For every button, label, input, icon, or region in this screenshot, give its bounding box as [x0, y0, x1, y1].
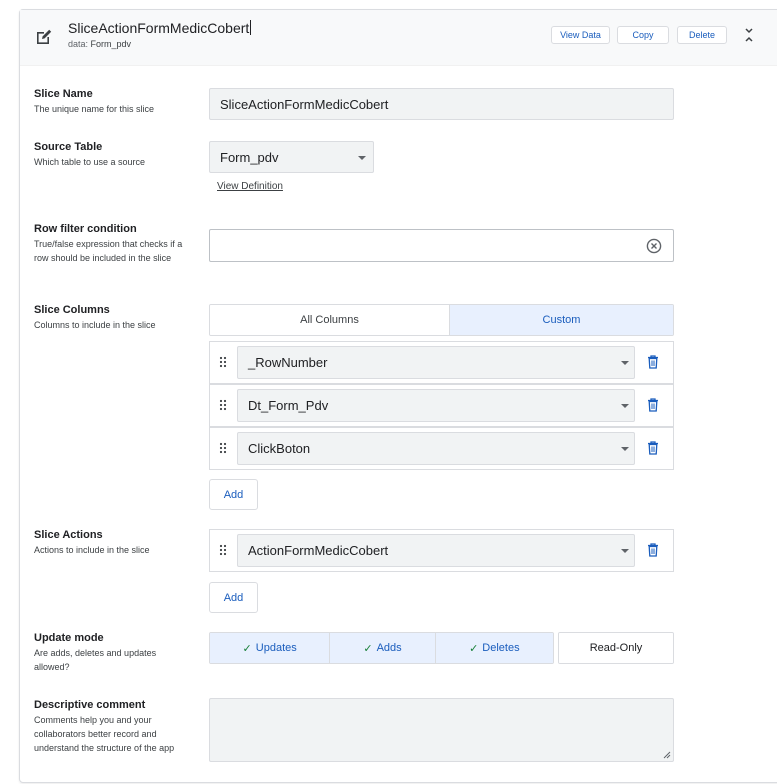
slice-title[interactable]	[68, 20, 251, 36]
slice-title-text: SliceActionFormMedicCobert	[68, 20, 250, 36]
column-select[interactable]	[237, 432, 635, 465]
add-column-button[interactable]: Add	[209, 479, 258, 510]
slice-name-label: Slice Name	[34, 88, 93, 100]
option-adds[interactable]	[330, 633, 435, 663]
row-filter-label-group	[34, 223, 194, 265]
subtitle-table: Form_pdv	[90, 39, 132, 49]
slice-editor-card	[19, 9, 777, 783]
dropdown-arrow-icon	[621, 447, 629, 451]
comment-description: Comments help you and your collaborators better record and understand the structure of the app	[34, 715, 175, 753]
column-select[interactable]	[237, 346, 635, 379]
update-mode-label: Update mode	[34, 632, 104, 644]
source-table-description: Which table to use a source	[34, 157, 146, 167]
delete-button[interactable]: Delete	[677, 26, 727, 44]
source-table-value: Form_pdv	[220, 149, 279, 165]
subtitle-prefix: data:	[68, 39, 89, 49]
clear-expression-icon[interactable]	[646, 238, 662, 254]
check-icon: ✓	[242, 642, 252, 655]
action-select[interactable]	[237, 534, 635, 567]
dropdown-arrow-icon	[621, 549, 629, 553]
check-icon: ✓	[363, 642, 373, 655]
check-icon: ✓	[469, 642, 479, 655]
slice-columns-label-group	[34, 304, 194, 332]
option-updates[interactable]	[210, 633, 330, 663]
comment-label: Descriptive comment	[34, 699, 146, 711]
resize-handle-icon[interactable]	[663, 751, 671, 759]
read-only-toggle	[558, 632, 674, 664]
option-read-only[interactable]: Read-Only	[559, 633, 673, 663]
column-select-value: Dt_Form_Pdv	[248, 398, 329, 413]
option-label: Adds	[376, 642, 402, 654]
option-deletes[interactable]	[436, 633, 553, 663]
columns-mode-toggle	[209, 304, 674, 336]
slice-header	[20, 10, 777, 66]
dropdown-arrow-icon	[621, 404, 629, 408]
drag-handle-icon[interactable]	[219, 442, 227, 454]
delete-action-icon[interactable]	[647, 543, 659, 557]
slice-actions-label: Slice Actions	[34, 529, 103, 541]
view-definition-link[interactable]: View Definition	[217, 181, 283, 192]
dropdown-arrow-icon	[358, 156, 366, 160]
drag-handle-icon[interactable]	[219, 399, 227, 411]
collapse-icon[interactable]	[743, 28, 755, 42]
delete-column-icon[interactable]	[647, 355, 659, 369]
slice-actions-label-group	[34, 529, 194, 557]
comment-label-group	[34, 699, 196, 755]
update-mode-label-group	[34, 632, 184, 674]
column-row	[209, 427, 674, 470]
action-row	[209, 529, 674, 572]
option-label: Updates	[255, 642, 297, 654]
column-row	[209, 384, 674, 427]
slice-actions-description: Actions to include in the slice	[34, 545, 150, 555]
source-table-select[interactable]	[209, 141, 374, 173]
slice-columns-label: Slice Columns	[34, 304, 110, 316]
update-mode-description: Are adds, deletes and updates allowed?	[34, 648, 157, 672]
text-cursor	[250, 20, 251, 35]
row-filter-description: True/false expression that checks if a row should be included in the slice	[34, 239, 183, 263]
update-mode-toggle	[209, 632, 554, 664]
tab-all-columns[interactable]: All Columns	[210, 305, 450, 335]
column-select-value: _RowNumber	[248, 355, 328, 370]
slice-subtitle	[68, 39, 131, 49]
drag-handle-icon[interactable]	[219, 544, 227, 556]
add-action-button[interactable]: Add	[209, 582, 258, 613]
tab-custom[interactable]: Custom	[450, 305, 673, 335]
comment-textarea[interactable]	[209, 698, 674, 762]
column-row	[209, 341, 674, 384]
source-table-label: Source Table	[34, 141, 103, 153]
delete-column-icon[interactable]	[647, 441, 659, 455]
delete-column-icon[interactable]	[647, 398, 659, 412]
column-select-value: ClickBoton	[248, 441, 311, 456]
copy-button[interactable]: Copy	[617, 26, 669, 44]
action-select-value: ActionFormMedicCobert	[248, 543, 389, 558]
slice-name-description: The unique name for this slice	[34, 104, 155, 114]
edit-icon[interactable]	[34, 27, 54, 47]
slice-name-input[interactable]: SliceActionFormMedicCobert	[209, 88, 674, 120]
row-filter-input[interactable]	[209, 229, 674, 262]
slice-columns-description: Columns to include in the slice	[34, 320, 156, 330]
dropdown-arrow-icon	[621, 361, 629, 365]
drag-handle-icon[interactable]	[219, 356, 227, 368]
row-filter-label: Row filter condition	[34, 223, 137, 235]
view-data-button[interactable]: View Data	[551, 26, 610, 44]
column-select[interactable]	[237, 389, 635, 422]
source-table-label-group	[34, 141, 194, 169]
option-label: Deletes	[482, 642, 520, 654]
slice-name-label-group	[34, 88, 194, 116]
